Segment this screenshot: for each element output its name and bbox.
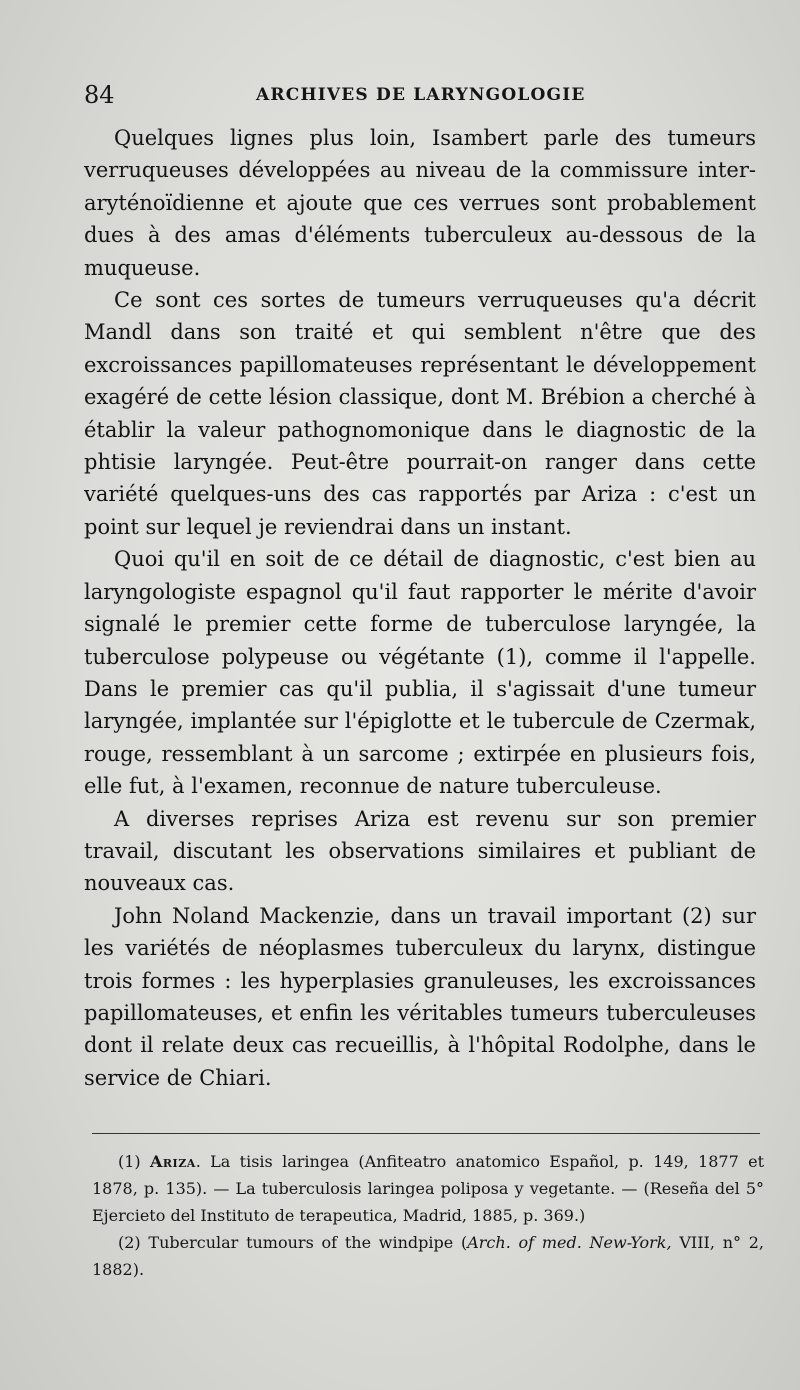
footnote-2-journal: Arch. of med. New-York,	[467, 1233, 672, 1252]
footnote-1	[92, 1148, 764, 1229]
running-head: ARCHIVES DE LARYNGOLOGIE	[256, 85, 586, 105]
footnote-1-mark: (1)	[118, 1152, 150, 1171]
footnote-1-text: . La tisis laringea (Anfiteatro anatomico Español, p. 149, 1877 et 1878, p. 135). — La tuberculosis laringea poliposa y vegetante. — (Reseña del 5° Ejercieto del Instituto de terapeutica, Madrid, 1885, p. 369.)	[92, 1152, 764, 1225]
paragraph-2: Ce sont ces sortes de tumeurs verruqueuses qu'a décrit Mandl dans son traité et qui semblent n'être que des excroissances papillomateuses représentant le développement exagéré de cette lésion classique, dont M. Brébion a cherché à établir la valeur pathognomonique dans le diagnostic de la phtisie laryngée. Peut-être pourrait-on ranger dans cette variété quelques-uns des cas rapportés par Ariza : c'est un point sur lequel je reviendrai dans un instant.	[84, 288, 756, 539]
page-header	[84, 78, 734, 112]
footnote-1-author: Ariza	[150, 1152, 196, 1171]
paragraph-5: John Noland Mackenzie, dans un travail important (2) sur les variétés de néoplasmes tuberculeux du larynx, distingue trois formes : les hyperplasies granuleuses, les excroissances papillomateuses, et enfin les véritables tumeurs tuberculeuses dont il relate deux cas recueillis, à l'hôpital Rodolphe, dans le service de Chiari.	[84, 903, 756, 1090]
footnote-2	[92, 1229, 764, 1283]
paragraph-4: A diverses reprises Ariza est revenu sur son premier travail, discutant les observations similaires et publiant de nouveaux cas.	[84, 806, 756, 896]
footnote-divider	[92, 1133, 760, 1134]
body-text	[84, 122, 756, 1094]
footnote-2-text: Tubercular tumours of the windpipe (	[148, 1233, 468, 1252]
paragraph-3: Quoi qu'il en soit de ce détail de diagnostic, c'est bien au laryngologiste espagnol qu'il faut rapporter le mérite d'avoir signalé le premier cette forme de tuberculose laryngée, la tuberculose polypeuse ou végétante (1), comme il l'appelle. Dans le premier cas qu'il publia, il s'agissait d'une tumeur laryngée, implantée sur l'épiglotte et le tubercule de Czermak, rouge, ressemblant à un sarcome ; extirpée en plusieurs fois, elle fut, à l'examen, reconnue de nature tuberculeuse.	[84, 547, 756, 799]
footnote-2-text-end: VIII, n° 2, 1882).	[92, 1233, 765, 1279]
page-number: 84	[84, 81, 115, 109]
footnotes	[92, 1148, 764, 1283]
paragraph-1: Quelques lignes plus loin, Isambert parle des tumeurs verruqueuses développées au niveau de la commissure inter-aryténoïdienne et ajoute que ces verrues sont probablement dues à des amas d'éléments tuberculeux au-dessous de la muqueuse.	[84, 126, 756, 280]
footnote-2-mark: (2)	[118, 1233, 149, 1252]
